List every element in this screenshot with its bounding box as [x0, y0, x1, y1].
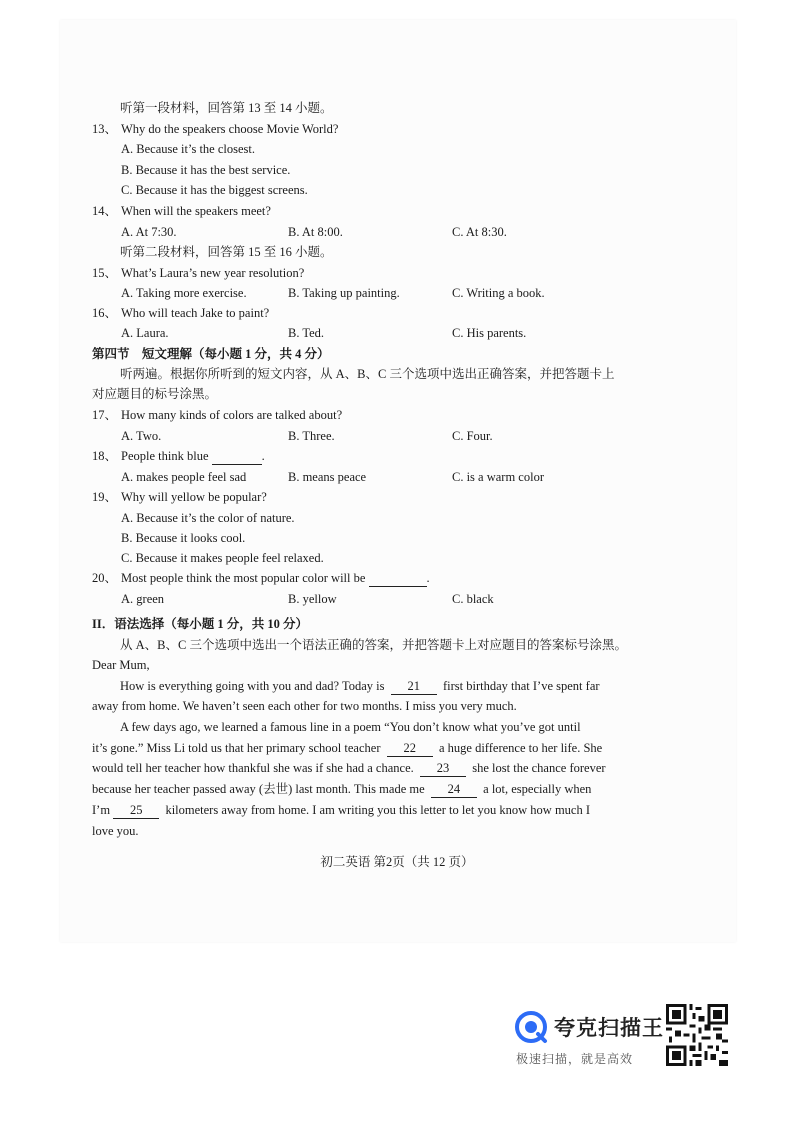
letter-p1-line2: away from home. We haven’t seen each other for two months. I miss you very much.: [92, 699, 517, 713]
watermark-brand: 夸克扫描王: [554, 1016, 664, 1040]
q20-answer-blank: [369, 570, 427, 587]
blank-25: 25: [113, 802, 159, 819]
section-4-instructions-line1: 听两遍。根据你所听到的短文内容，从 A、B、C 三个选项中选出正确答案，并把答题卡上: [120, 367, 615, 381]
q20-question: [121, 570, 430, 587]
material-2-intro: 听第二段材料，回答第 15 至 16 小题。: [120, 245, 333, 259]
page-footer: 初二英语 第2页（共 12 页）: [320, 855, 474, 869]
blank-21: 21: [391, 678, 437, 695]
q19-option-a: A. Because it’s the color of nature.: [121, 511, 295, 525]
q20-question-text: Most people think the most popular color will be: [121, 571, 366, 585]
letter-p2-line5: [92, 802, 590, 819]
q19-option-b: B. Because it looks cool.: [121, 531, 246, 545]
q17-question: How many kinds of colors are talked about?: [121, 408, 343, 422]
q15-option-c: C. Writing a book.: [452, 286, 545, 300]
q20-question-end: .: [426, 571, 430, 585]
q13-question: Why do the speakers choose Movie World?: [121, 122, 339, 136]
q19-question: Why will yellow be popular?: [121, 490, 267, 504]
letter-p2-line4: [92, 781, 591, 798]
letter-p2-line2: [92, 740, 602, 757]
q13-option-a: A. Because it’s the closest.: [121, 142, 255, 156]
text-segment: first birthday that I’ve spent far: [442, 679, 600, 693]
q16-option-a: A. Laura.: [121, 326, 169, 340]
text-segment: I’m: [92, 803, 111, 817]
q20-option-c: C. black: [452, 592, 494, 606]
blank-23: 23: [420, 760, 466, 777]
q20-option-a: A. green: [121, 592, 165, 606]
q17-option-b: B. Three.: [288, 429, 335, 443]
q18-answer-blank: [212, 448, 262, 465]
q16-number: 16、: [92, 306, 118, 320]
q18-question-end: .: [261, 449, 265, 463]
letter-p2-line3: [92, 760, 606, 777]
q15-option-a: A. Taking more exercise.: [121, 286, 247, 300]
quark-logo-icon: [514, 1010, 548, 1044]
section-4-title: 第四节 短文理解（每小题 1 分，共 4 分）: [92, 347, 330, 361]
q20-option-b: B. yellow: [288, 592, 337, 606]
blank-22: 22: [387, 740, 433, 757]
q18-number: 18、: [92, 449, 118, 463]
q15-question: What’s Laura’s new year resolution?: [121, 266, 305, 280]
text-segment: it’s gone.” Miss Li told us that her primary school teacher: [92, 741, 381, 755]
q20-number: 20、: [92, 571, 118, 585]
letter-p2-line6: love you.: [92, 824, 139, 838]
q15-option-b: B. Taking up painting.: [288, 286, 400, 300]
q19-option-c: C. Because it makes people feel relaxed.: [121, 551, 324, 565]
q14-option-c: C. At 8:30.: [452, 225, 507, 239]
text-segment: she lost the chance forever: [472, 761, 606, 775]
text-segment: a huge difference to her life. She: [438, 741, 603, 755]
material-1-intro: 听第一段材料，回答第 13 至 14 小题。: [120, 101, 333, 115]
q18-option-a: A. makes people feel sad: [121, 470, 247, 484]
q18-question-text: People think blue: [121, 449, 209, 463]
q19-number: 19、: [92, 490, 118, 504]
q16-option-b: B. Ted.: [288, 326, 325, 340]
q14-option-a: A. At 7:30.: [121, 225, 177, 239]
q16-question: Who will teach Jake to paint?: [121, 306, 270, 320]
grammar-instructions: 从 A、B、C 三个选项中选出一个语法正确的答案，并把答题卡上对应题目的答案标号涂黑。: [120, 638, 627, 652]
letter-p2-line1: A few days ago, we learned a famous line in a poem “You don’t know what you’ve got until: [120, 720, 581, 734]
text-segment: would tell her teacher how thankful she was if she had a chance.: [92, 761, 414, 775]
letter-p1-line1: [120, 678, 600, 695]
q18-option-c: C. is a warm color: [452, 470, 544, 484]
text-segment: How is everything going with you and dad? Today is: [120, 679, 385, 693]
watermark-slogan: 极速扫描，就是高效: [516, 1052, 634, 1066]
q13-option-c: C. Because it has the biggest screens.: [121, 183, 308, 197]
grammar-section-title: II．语法选择（每小题 1 分，共 10 分）: [92, 617, 308, 631]
q15-number: 15、: [92, 266, 118, 280]
blank-24: 24: [431, 781, 477, 798]
q13-option-b: B. Because it has the best service.: [121, 163, 291, 177]
q13-number: 13、: [92, 122, 118, 136]
q18-question: [121, 448, 265, 465]
text-segment: a lot, especially when: [483, 782, 592, 796]
text-segment: kilometers away from home. I am writing you this letter to let you know how much I: [165, 803, 591, 817]
q14-option-b: B. At 8:00.: [288, 225, 343, 239]
text-segment: because her teacher passed away (去世) last month. This made me: [92, 782, 425, 796]
letter-greeting: Dear Mum,: [92, 658, 150, 672]
section-4-instructions-line2: 对应题目的标号涂黑。: [92, 387, 218, 401]
q17-option-c: C. Four.: [452, 429, 493, 443]
q17-number: 17、: [92, 408, 118, 422]
q16-option-c: C. His parents.: [452, 326, 527, 340]
qr-code-icon: [666, 1004, 728, 1066]
q14-number: 14、: [92, 204, 118, 218]
q18-option-b: B. means peace: [288, 470, 367, 484]
q17-option-a: A. Two.: [121, 429, 162, 443]
q14-question: When will the speakers meet?: [121, 204, 271, 218]
